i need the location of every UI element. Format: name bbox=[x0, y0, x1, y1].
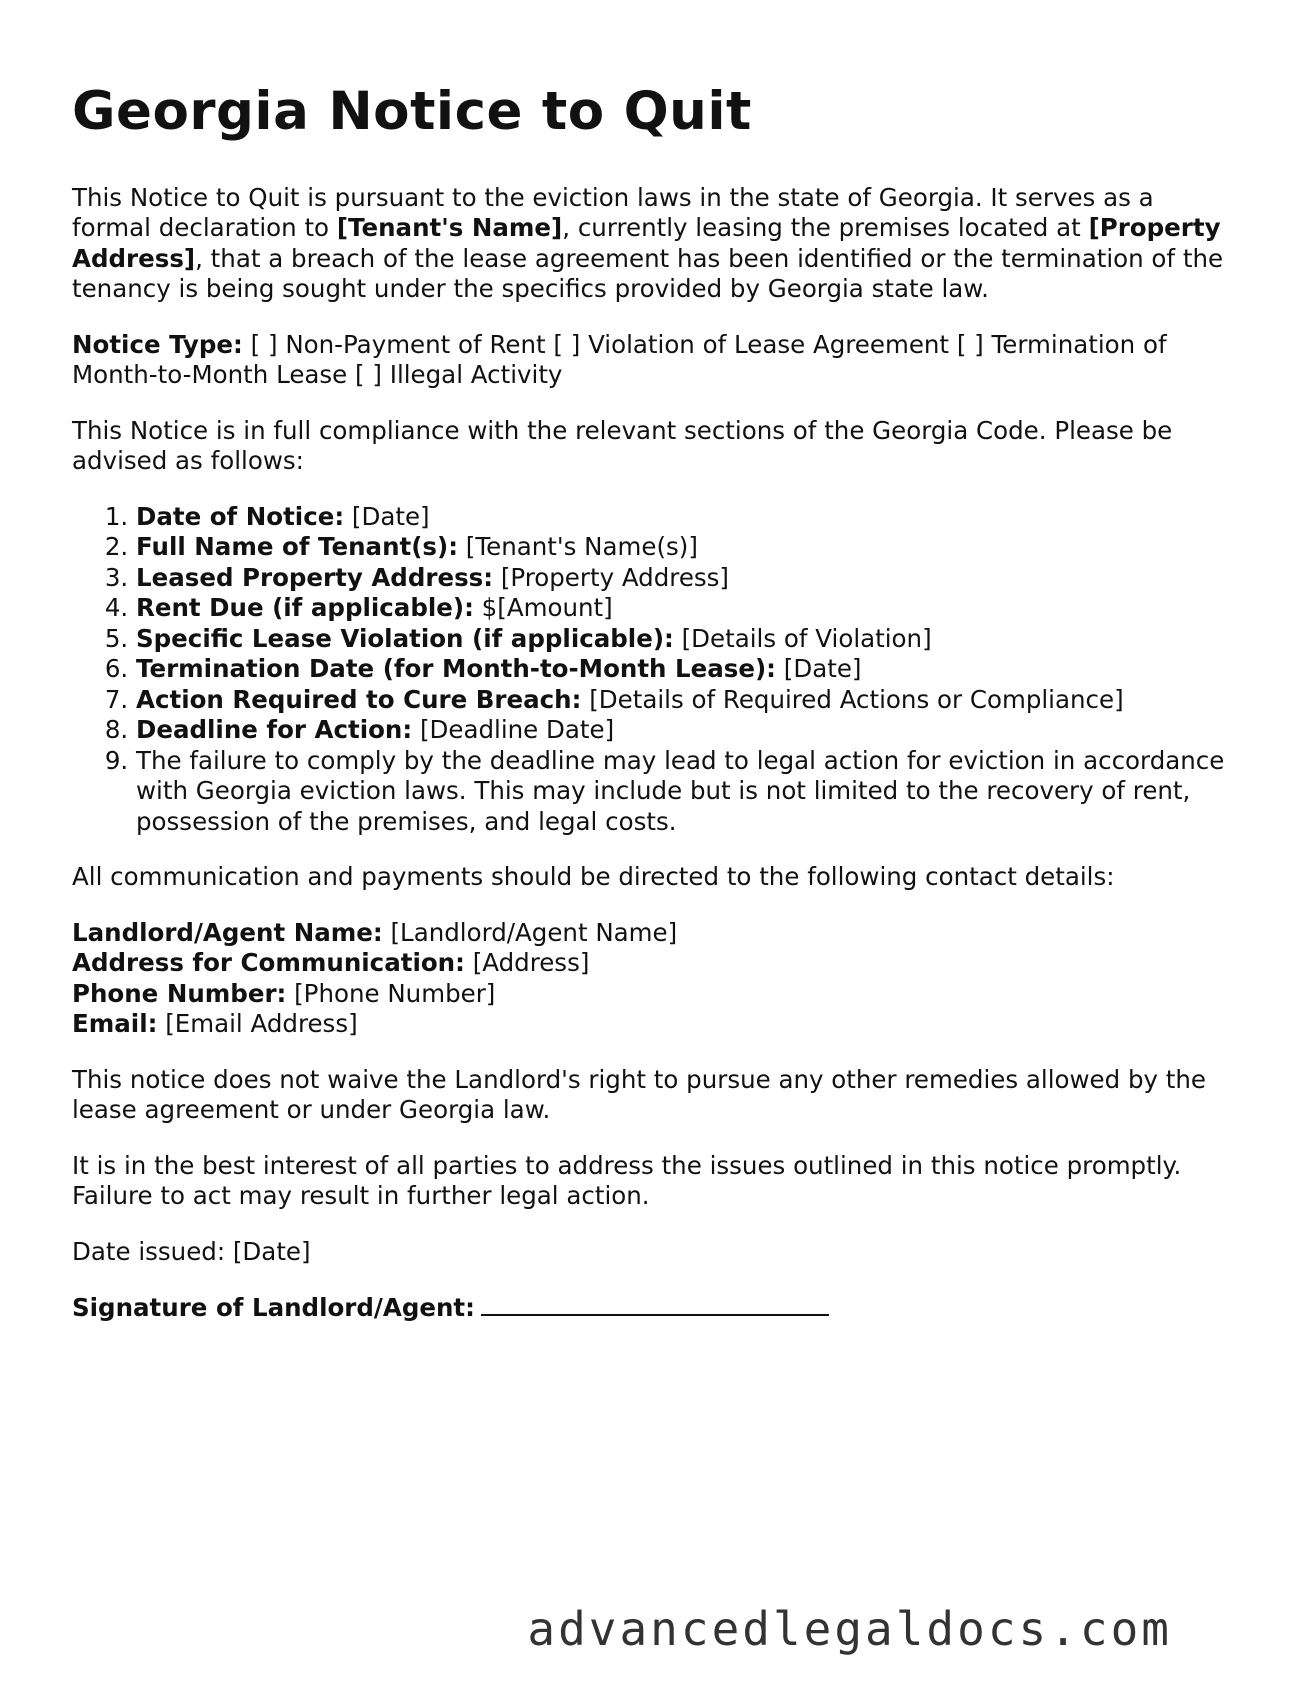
list-item bbox=[136, 502, 1232, 533]
item-value: [Property Address] bbox=[493, 562, 729, 592]
notice-items-list bbox=[72, 502, 1232, 838]
item-value: The failure to comply by the deadline may lead to legal action for eviction in accordance with Georgia eviction laws. This may include but is not limited to the recovery of rent, possession of the premises, and legal costs. bbox=[136, 745, 1225, 836]
item-value: [Details of Required Actions or Compliance] bbox=[581, 684, 1124, 714]
document-page bbox=[72, 82, 1232, 1349]
intro-paragraph bbox=[72, 183, 1232, 305]
contact-address-value: [Address] bbox=[464, 948, 590, 978]
list-item bbox=[136, 624, 1232, 655]
item-label: Rent Due (if applicable): bbox=[136, 593, 474, 623]
item-label: Full Name of Tenant(s): bbox=[136, 532, 458, 562]
list-item bbox=[136, 593, 1232, 624]
tenant-name-placeholder: [Tenant's Name] bbox=[336, 213, 563, 243]
interest-paragraph: It is in the best interest of all parties to address the issues outlined in this notice promptly. Failure to act may result in further legal action. bbox=[72, 1150, 1182, 1211]
date-issued: Date issued: [Date] bbox=[72, 1236, 311, 1266]
list-item bbox=[136, 563, 1232, 594]
footer-brand: advancedlegaldocs.com bbox=[527, 1602, 1172, 1656]
item-value: [Date] bbox=[344, 501, 430, 531]
document-title: Georgia Notice to Quit bbox=[72, 81, 752, 142]
waiver-paragraph: This notice does not waive the Landlord's right to pursue any other remedies allowed by the lease agreement or under Georgia law. bbox=[72, 1064, 1206, 1125]
contact-phone-label: Phone Number: bbox=[72, 978, 287, 1008]
item-label: Termination Date (for Month-to-Month Lease): bbox=[136, 654, 776, 684]
notice-type-label: Notice Type: bbox=[72, 329, 243, 359]
list-item bbox=[136, 654, 1232, 685]
item-label: Specific Lease Violation (if applicable): bbox=[136, 623, 674, 653]
item-label: Action Required to Cure Breach: bbox=[136, 684, 582, 714]
contact-phone-value: [Phone Number] bbox=[286, 978, 496, 1008]
contact-phone-line bbox=[72, 979, 1232, 1010]
signature-label: Signature of Landlord/Agent: bbox=[72, 1293, 475, 1323]
contact-email-line bbox=[72, 1009, 1232, 1040]
communication-paragraph: All communication and payments should be directed to the following contact details: bbox=[72, 862, 1115, 892]
list-item bbox=[136, 715, 1232, 746]
item-label: Date of Notice: bbox=[136, 501, 345, 531]
item-value: [Details of Violation] bbox=[673, 623, 932, 653]
item-label: Leased Property Address: bbox=[136, 562, 494, 592]
contact-details bbox=[72, 918, 1232, 1040]
item-label: Deadline for Action: bbox=[136, 715, 413, 745]
contact-email-label: Email: bbox=[72, 1009, 158, 1039]
contact-address-line bbox=[72, 948, 1232, 979]
list-item bbox=[136, 746, 1232, 838]
contact-address-label: Address for Communication: bbox=[72, 948, 465, 978]
intro-text-2: , currently leasing the premises located at bbox=[562, 213, 1089, 243]
compliance-paragraph: This Notice is in full compliance with the relevant sections of the Georgia Code. Please be advised as follows: bbox=[72, 415, 1173, 476]
contact-name-label: Landlord/Agent Name: bbox=[72, 917, 383, 947]
contact-name-value: [Landlord/Agent Name] bbox=[382, 917, 678, 947]
notice-type-paragraph bbox=[72, 330, 1232, 391]
intro-text-3: , that a breach of the lease agreement has been identified or the termination of the tenancy is being sought under the specifics provided by Georgia state law. bbox=[72, 243, 1224, 304]
notice-type-options: [ ] Non-Payment of Rent [ ] Violation of Lease Agreement [ ] Termination of Month-to-Month Lease [ ] Illegal Activity bbox=[72, 329, 1167, 390]
contact-email-value: [Email Address] bbox=[157, 1009, 358, 1039]
list-item bbox=[136, 532, 1232, 563]
item-value: [Tenant's Name(s)] bbox=[458, 532, 698, 562]
item-value: [Date] bbox=[775, 654, 862, 684]
item-value: $[Amount] bbox=[473, 593, 613, 623]
signature-line bbox=[481, 1292, 829, 1316]
property-address-placeholder: [Property Address] bbox=[72, 213, 1221, 273]
intro-text-1: This Notice to Quit is pursuant to the eviction laws in the state of Georgia. It serves as a formal declaration to bbox=[72, 182, 1154, 243]
list-item bbox=[136, 685, 1232, 716]
contact-name-line bbox=[72, 918, 1232, 949]
item-value: [Deadline Date] bbox=[412, 715, 615, 745]
signature-block bbox=[72, 1292, 1232, 1324]
